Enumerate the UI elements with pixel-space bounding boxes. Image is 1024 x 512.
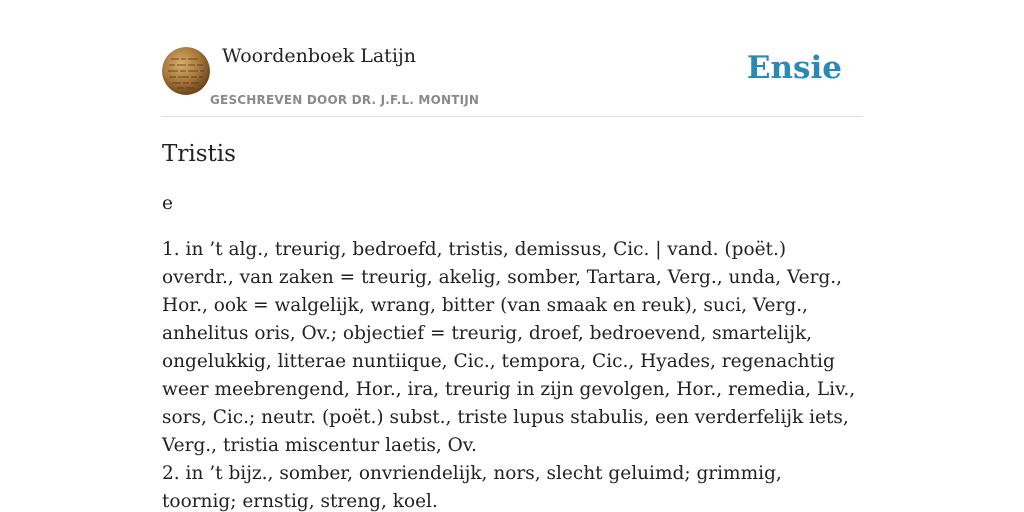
entry-definition-1: 1. in ’t alg., treurig, bedroefd, tristis, demissus, Cic. | vand. (poët.) overdr., van zaken = treurig, akelig, somber, Tartara, Verg., unda, Verg., Hor., ook = walgelijk, wrang, bitter (van smaak en reuk), suci, Verg., anhelitus oris, Ov.; objectief = treurig, droef, bedroevend, smartelijk, ongelukkig, litterae nuntiique, Cic., tempora, Cic., Hyades, regenachtig weer meebrengend, Hor., ira, treurig in zijn gevolgen, Hor., remedia, Liv., sors, Cic.; neutr. (poët.) subst., triste lupus stabulis, een verderfelijk iets, Verg., tristia miscentur laetis, Ov. — [162, 239, 856, 456]
entry-body — [162, 236, 862, 512]
entry-suffix: e — [162, 193, 173, 214]
header — [162, 0, 862, 117]
entry-content — [162, 138, 862, 512]
entry-definition-2: 2. in ’t bijz., somber, onvriendelijk, nors, slecht geluimd; grimmig, toornig; ernstig, streng, koel. — [162, 463, 782, 512]
author-byline: GESCHREVEN DOOR DR. J.F.L. MONTIJN — [210, 93, 480, 107]
coin-inscription-icon[interactable] — [162, 47, 210, 95]
book-title[interactable]: Woordenboek Latijn — [222, 45, 417, 67]
entry-title: Tristis — [162, 141, 236, 167]
brand-logo[interactable]: Ensie — [746, 50, 842, 86]
